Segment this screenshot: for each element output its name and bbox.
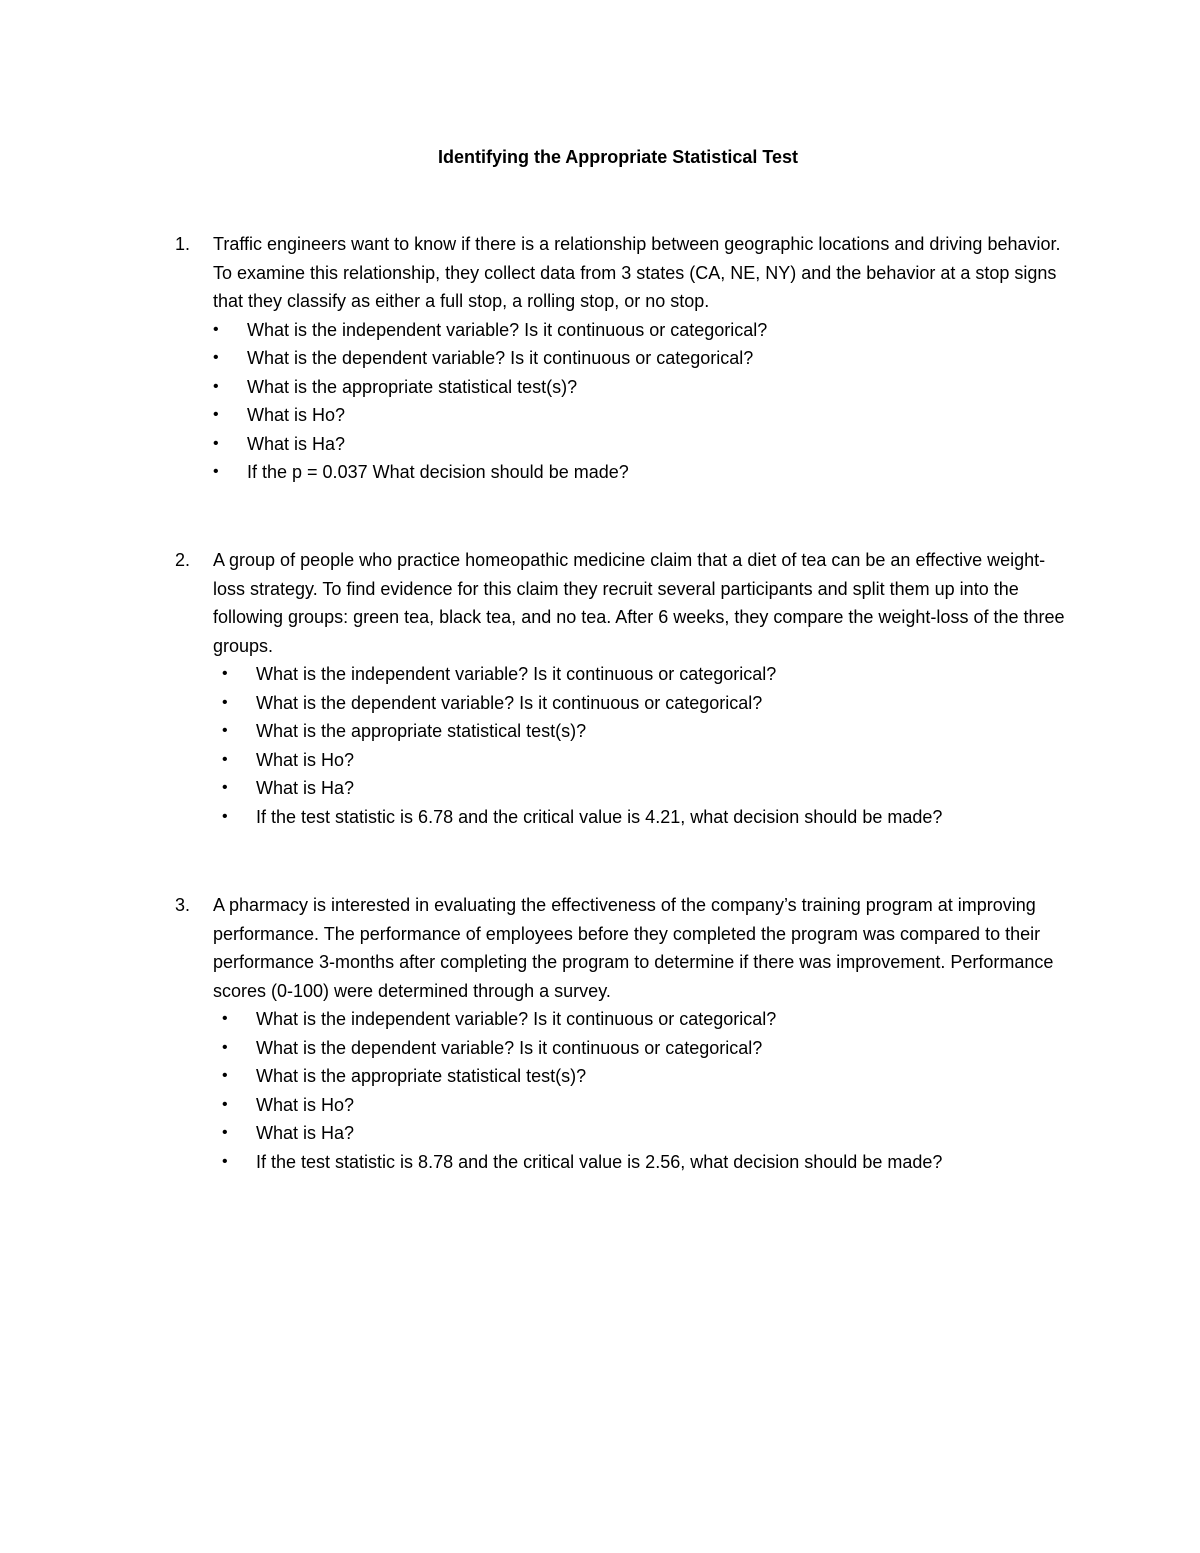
bullet-text: If the test statistic is 8.78 and the critical value is 2.56, what decision should be made? xyxy=(256,1151,943,1172)
bullet-icon: • xyxy=(222,1152,228,1170)
question-1 xyxy=(175,230,1075,487)
bullet-icon: • xyxy=(222,693,228,711)
bullet-icon: • xyxy=(222,750,228,768)
bullet-text: What is the dependent variable? Is it continuous or categorical? xyxy=(256,1037,763,1058)
bullet-icon: • xyxy=(222,1010,228,1027)
question-text: Traffic engineers want to know if there is a relationship between geographic locations and driving behavior. To examine this relationship, they collect data from 3 states (CA, NE, NY) and the behavior at a stop signs that they classify as either a full stop, a rolling stop, or no stop. xyxy=(213,234,1061,311)
bullet-text: What is the dependent variable? Is it continuous or categorical? xyxy=(256,692,763,713)
bullet-text: What is Ha? xyxy=(256,1123,355,1143)
bullet-icon: • xyxy=(213,349,219,366)
question-3 xyxy=(175,891,1075,1176)
bullet-item xyxy=(175,1091,1075,1120)
bullet-icon: • xyxy=(222,1067,228,1084)
question-bullet-list xyxy=(175,1005,1075,1176)
bullet-text: What is the independent variable? Is it continuous or categorical? xyxy=(256,664,777,684)
bullet-text: What is the appropriate statistical test(s)? xyxy=(247,376,578,397)
bullet-icon: • xyxy=(222,1095,228,1113)
question-text: A group of people who practice homeopathic medicine claim that a diet of tea can be an effective weight-loss strategy. To find evidence for this claim they recruit several participants and split them up into the following groups: green tea, black tea, and no tea. After 6 weeks, they compare the weight-loss of the three groups. xyxy=(213,550,1065,656)
question-bullet-list xyxy=(175,660,1075,831)
question-text: A pharmacy is interested in evaluating the effectiveness of the company’s training program at improving performance. The performance of employees before they completed the program was compared to their performance 3-months after completing the program to determine if there was improvement. Performance scores (0-100) were determined through a survey. xyxy=(213,895,1054,1001)
bullet-icon: • xyxy=(213,320,219,338)
bullet-text: What is Ha? xyxy=(247,433,346,454)
bullet-text: What is the dependent variable? Is it continuous or categorical? xyxy=(247,348,754,368)
bullet-icon: • xyxy=(222,722,228,739)
bullet-icon: • xyxy=(213,406,219,423)
bullet-icon: • xyxy=(213,377,219,395)
bullet-item xyxy=(175,689,1075,718)
bullet-item xyxy=(175,344,1075,373)
bullet-icon: • xyxy=(213,434,219,452)
document-title: Identifying the Appropriate Statistical Test xyxy=(437,147,799,167)
bullet-text: If the test statistic is 6.78 and the critical value is 4.21, what decision should be made? xyxy=(256,806,943,827)
question-bullet-list xyxy=(175,316,1075,487)
bullet-icon: • xyxy=(222,665,228,682)
bullet-icon: • xyxy=(222,1124,228,1141)
bullet-text: If the p = 0.037 What decision should be made? xyxy=(247,462,629,482)
bullet-text: What is the independent variable? Is it continuous or categorical? xyxy=(247,319,768,340)
bullet-icon: • xyxy=(222,807,228,825)
bullet-item xyxy=(175,774,1075,803)
bullet-item xyxy=(175,1005,1075,1034)
bullet-item xyxy=(175,373,1075,402)
bullet-item xyxy=(175,1062,1075,1091)
question-number: 3. xyxy=(175,895,191,915)
bullet-item xyxy=(175,458,1075,487)
bullet-text: What is the independent variable? Is it continuous or categorical? xyxy=(256,1009,777,1029)
question-number: 2. xyxy=(175,550,191,570)
bullet-item xyxy=(175,401,1075,430)
question-number: 1. xyxy=(175,234,191,254)
bullet-item xyxy=(175,717,1075,746)
bullet-text: What is Ho? xyxy=(247,405,346,425)
bullet-item xyxy=(175,430,1075,459)
bullet-item xyxy=(175,746,1075,775)
bullet-icon: • xyxy=(222,1038,228,1056)
bullet-text: What is Ho? xyxy=(256,1094,355,1115)
bullet-text: What is Ho? xyxy=(256,749,355,770)
bullet-icon: • xyxy=(213,463,219,480)
bullet-item xyxy=(175,660,1075,689)
bullet-item xyxy=(175,1119,1075,1148)
bullet-item xyxy=(175,316,1075,345)
bullet-text: What is the appropriate statistical test(s)? xyxy=(256,721,587,741)
bullet-item xyxy=(175,1148,1075,1177)
bullet-item xyxy=(175,1034,1075,1063)
bullet-text: What is the appropriate statistical test(s)? xyxy=(256,1066,587,1086)
bullet-item xyxy=(175,803,1075,832)
bullet-text: What is Ha? xyxy=(256,778,355,798)
bullet-icon: • xyxy=(222,779,228,796)
question-2 xyxy=(175,546,1075,831)
